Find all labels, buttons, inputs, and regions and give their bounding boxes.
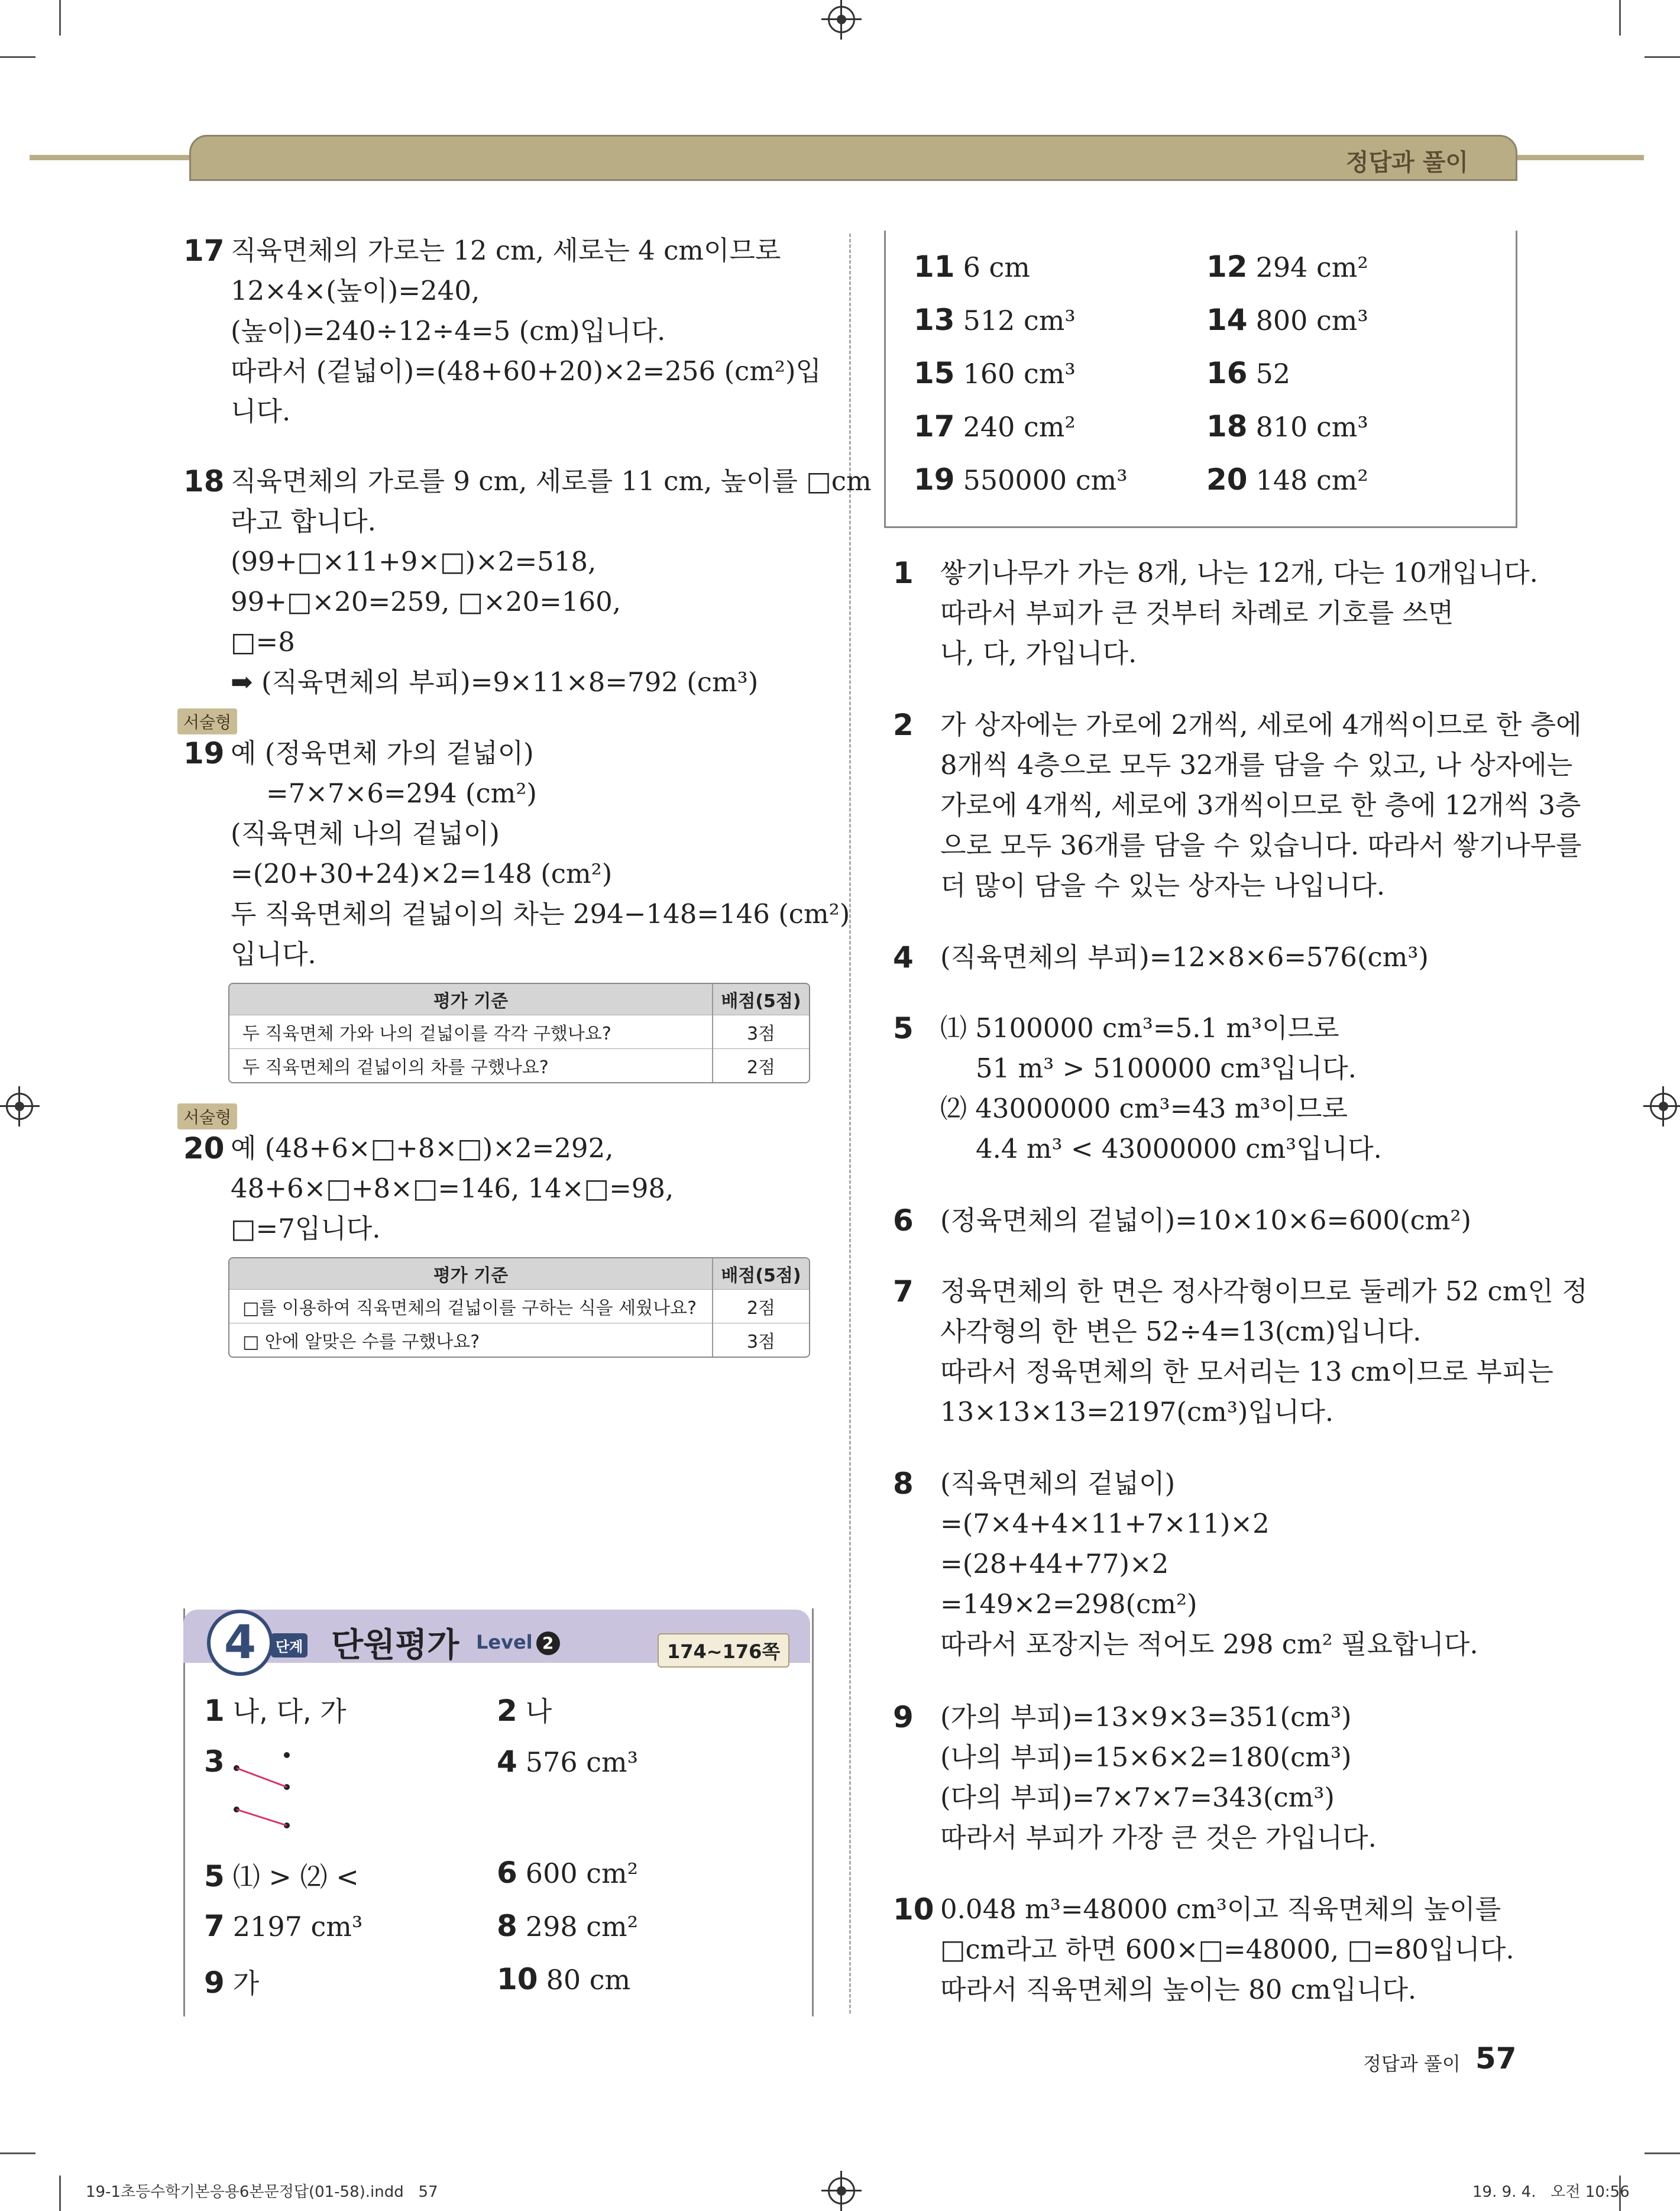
answer-number: 18 [1206, 409, 1248, 444]
problem-18 [183, 461, 872, 703]
problem-number: 5 [893, 1011, 914, 1045]
answer-number: 4 [497, 1744, 517, 1779]
match-line [237, 1768, 287, 1787]
answer-number: 13 [914, 303, 955, 337]
text-line: 48+6×□+8×□=146, 14×□=98, [231, 1173, 674, 1204]
explanation-8 [893, 1464, 1478, 1665]
match-line [237, 1809, 287, 1825]
answer-number: 17 [914, 409, 955, 444]
rubric-criterion: 두 직육면체의 겉넓이의 차를 구했나요? [229, 1049, 713, 1083]
match-dot [284, 1752, 290, 1758]
file-info: 19-1초등수학기본응용6본문정답(01-58).indd 57 [86, 2183, 438, 2201]
answer-number: 15 [914, 356, 955, 390]
explanation-7 [893, 1271, 1588, 1432]
step-label: 단계 [271, 1633, 307, 1658]
text-line: =(7×4+4×11+7×11)×2 [940, 1508, 1270, 1539]
ut-answer [497, 1690, 552, 1729]
registration-mark-left [6, 1093, 33, 1120]
registration-mark-bottom [828, 2177, 855, 2204]
level-number: 2 [536, 1631, 560, 1655]
answer-number: 20 [1206, 462, 1248, 497]
text-line: 더 많이 담을 수 있는 상자는 나입니다. [940, 870, 1386, 901]
right-answer [914, 303, 1076, 337]
problem-19 [183, 733, 850, 975]
answer-value: 160 cm³ [963, 358, 1076, 390]
text-line: (나의 부피)=15×6×2=180(cm³) [940, 1741, 1352, 1773]
ut-answer [204, 1856, 359, 1895]
text-line: 따라서 정육면체의 한 모서리는 13 cm이므로 부피는 [940, 1356, 1553, 1387]
problem-17 [183, 231, 821, 432]
text-line: 라고 합니다. [231, 506, 376, 537]
page-footer-label: 정답과 풀이 [1363, 2053, 1461, 2075]
ut-answer [204, 1909, 362, 1943]
text-line: 8개씩 4층으로 모두 32개를 담을 수 있고, 나 상자에는 [940, 749, 1573, 781]
answer-value: 800 cm³ [1255, 305, 1368, 336]
right-answer [1206, 303, 1368, 337]
rubric-table-20 [228, 1257, 810, 1358]
answer-value: 298 cm² [525, 1911, 639, 1943]
rubric-score: 3점 [713, 1323, 809, 1357]
answer-value: 294 cm² [1255, 251, 1368, 283]
text-line: ⑵ 43000000 cm³=43 m³이므로 [940, 1093, 1348, 1124]
explanation-10 [893, 1889, 1514, 2010]
header-band [189, 135, 1517, 181]
answer-number: 5 [204, 1859, 225, 1893]
text-line: 입니다. [231, 938, 316, 970]
problem-20 [183, 1128, 674, 1249]
text-line: (다의 부피)=7×7×7=343(cm³) [940, 1782, 1335, 1813]
problem-number: 2 [893, 708, 914, 742]
answer-value: 810 cm³ [1255, 411, 1368, 443]
essay-tag: 서술형 [177, 1103, 237, 1129]
answer-value: ⑴ > ⑵ < [232, 1861, 359, 1893]
answer-number: 1 [204, 1694, 225, 1728]
right-answer [914, 250, 1030, 284]
text-line: 13×13×13=2197(cm³)입니다. [940, 1396, 1334, 1427]
explanation-5 [893, 1008, 1382, 1169]
text-line: 니다. [231, 396, 291, 427]
text-line: 직육면체의 가로를 9 cm, 세로를 11 cm, 높이를 □cm [231, 465, 872, 497]
answer-value: 512 cm³ [963, 305, 1076, 336]
problem-number: 20 [183, 1131, 225, 1166]
level-label [476, 1631, 560, 1655]
ut-answer [497, 1856, 638, 1890]
print-date: 19. 9. 4. 오전 10:56 [1472, 2183, 1630, 2201]
answer-number: 12 [1206, 250, 1248, 284]
ut-answer [497, 1909, 638, 1943]
answer-number: 7 [204, 1909, 225, 1943]
answer-number: 6 [497, 1856, 517, 1890]
rubric-header: 평가 기준 [229, 1258, 713, 1290]
answer-value: 148 cm² [1255, 464, 1368, 496]
text-line: =(20+30+24)×2=148 (cm²) [231, 858, 613, 889]
answer-number: 14 [1206, 303, 1248, 337]
text-line: 따라서 포장지는 적어도 298 cm² 필요합니다. [940, 1629, 1478, 1660]
level-text: Level [476, 1631, 533, 1653]
text-line: ➡ (직육면체의 부피)=9×11×8=792 (cm³) [231, 666, 759, 698]
text-line: 따라서 직육면체의 높이는 80 cm입니다. [940, 1974, 1417, 2005]
text-line: =(28+44+77)×2 [940, 1548, 1169, 1579]
ut-answer [497, 1962, 630, 1996]
page-range: 174~176쪽 [658, 1633, 789, 1668]
answer-value: 600 cm² [525, 1857, 639, 1889]
text-line: (가의 부피)=13×9×3=351(cm³) [940, 1701, 1352, 1733]
ut-answer [204, 1690, 347, 1729]
essay-tag: 서술형 [177, 708, 237, 734]
answer-number: 11 [914, 250, 955, 284]
rubric-header: 배점(5점) [713, 984, 809, 1015]
rubric-criterion: □를 이용하여 직육면체의 겉넓이를 구하는 식을 세웠나요? [229, 1290, 713, 1323]
registration-mark-top [828, 6, 855, 33]
answer-number: 10 [497, 1962, 538, 1996]
text-line: 따라서 부피가 가장 큰 것은 가입니다. [940, 1822, 1377, 1853]
problem-number: 1 [893, 556, 914, 590]
rubric-criterion: 두 직육면체 가와 나의 겉넓이를 각각 구했나요? [229, 1015, 713, 1049]
problem-number: 10 [893, 1892, 934, 1927]
rubric-score: 3점 [713, 1015, 809, 1049]
explanation-6 [893, 1200, 1471, 1241]
answer-value: 80 cm [546, 1964, 631, 1996]
ut-answer [204, 1744, 233, 1779]
registration-mark-right [1650, 1093, 1677, 1120]
rubric-score: 2점 [713, 1290, 809, 1323]
right-answer [914, 409, 1076, 444]
answer-value: 나, 다, 가 [232, 1695, 347, 1727]
ut-answer [497, 1744, 638, 1779]
text-line: 으로 모두 36개를 담을 수 있습니다. 따라서 쌓기나무를 [940, 830, 1582, 861]
problem-number: 6 [893, 1203, 914, 1238]
text-line: =149×2=298(cm²) [940, 1588, 1197, 1620]
rubric-table-19 [228, 983, 810, 1083]
answer-number: 19 [914, 462, 955, 497]
text-line: =7×7×6=294 (cm²) [266, 778, 537, 809]
answer-value: 550000 cm³ [963, 464, 1128, 496]
text-line: 쌓기나무가 가는 8개, 나는 12개, 다는 10개입니다. [940, 557, 1538, 588]
right-answer [914, 356, 1076, 390]
answer-value: 나 [525, 1695, 552, 1727]
rubric-criterion: □ 안에 알맞은 수를 구했나요? [229, 1323, 713, 1357]
page-number: 57 [1475, 2041, 1517, 2076]
answer-number: 16 [1206, 356, 1248, 390]
right-answer [1206, 356, 1290, 390]
answer-number: 9 [204, 1966, 225, 2000]
right-answer [1206, 250, 1368, 284]
answer-value: 52 [1255, 358, 1291, 390]
text-line: 두 직육면체의 겉넓이의 차는 294−148=146 (cm²) [231, 898, 850, 930]
rubric-header: 배점(5점) [713, 1258, 809, 1290]
text-line: 직육면체의 가로는 12 cm, 세로는 4 cm이므로 [231, 235, 781, 266]
right-answer [1206, 409, 1368, 444]
text-line: 따라서 부피가 큰 것부터 차례로 기호를 쓰면 [940, 597, 1454, 629]
text-line: □=8 [231, 626, 295, 658]
answer-value: 240 cm² [963, 411, 1076, 443]
right-answer [914, 462, 1128, 497]
matching-diagram [231, 1744, 302, 1833]
explanation-9 [893, 1697, 1377, 1858]
text-line: 99+□×20=259, □×20=160, [231, 586, 621, 617]
text-line: 4.4 m³ < 43000000 cm³입니다. [976, 1133, 1382, 1164]
header-title: 정답과 풀이 [1345, 149, 1468, 176]
right-answer [1206, 462, 1368, 497]
answer-value: 576 cm³ [525, 1746, 639, 1778]
explanation-4 [893, 937, 1429, 977]
explanation-2 [893, 705, 1582, 906]
answer-value: 6 cm [963, 251, 1030, 283]
text-line: (직육면체 나의 겉넓이) [231, 818, 500, 849]
unit-test-title: 단원평가 [331, 1626, 459, 1665]
text-line: □cm라고 하면 600×□=48000, □=80입니다. [940, 1934, 1514, 1965]
text-line: 사각형의 한 변은 52÷4=13(cm)입니다. [940, 1316, 1422, 1347]
text-line: □=7입니다. [231, 1213, 381, 1244]
text-line: (높이)=240÷12÷4=5 (cm)입니다. [231, 315, 666, 347]
problem-number: 4 [893, 940, 914, 975]
text-line: (직육면체의 겉넓이) [940, 1468, 1176, 1499]
text-line: 가 상자에는 가로에 2개씩, 세로에 4개씩이므로 한 층에 [940, 709, 1582, 740]
step-badge: 4 [207, 1610, 273, 1676]
text-line: 따라서 (겉넓이)=(48+60+20)×2=256 (cm²)입 [231, 355, 821, 387]
problem-number: 7 [893, 1274, 914, 1309]
text-line: (직육면체의 부피)=12×8×6=576(cm³) [940, 941, 1429, 973]
problem-number: 17 [183, 234, 225, 268]
answer-number: 8 [497, 1909, 517, 1943]
text-line: 12×4×(높이)=240, [231, 275, 480, 306]
answer-value: 가 [232, 1967, 260, 1999]
answer-number: 2 [497, 1694, 517, 1728]
text-line: (정육면체의 겉넓이)=10×10×6=600(cm²) [940, 1205, 1472, 1236]
text-line: 가로에 4개씩, 세로에 3개씩이므로 한 층에 12개씩 3층 [940, 789, 1581, 821]
ut-answer [204, 1962, 259, 2001]
answer-value: 2197 cm³ [232, 1911, 363, 1943]
problem-number: 19 [183, 736, 225, 771]
text-line: (99+□×11+9×□)×2=518, [231, 546, 597, 577]
text-line: ⑴ 5100000 cm³=5.1 m³이므로 [940, 1012, 1339, 1044]
problem-number: 18 [183, 464, 225, 498]
text-line: 0.048 m³=48000 cm³이고 직육면체의 높이를 [940, 1893, 1501, 1925]
text-line: 51 m³ > 5100000 cm³입니다. [976, 1053, 1357, 1084]
problem-number: 8 [893, 1467, 914, 1501]
answer-number: 3 [204, 1744, 225, 1779]
text-line: 나, 다, 가입니다. [940, 637, 1137, 669]
text-line: 정육면체의 한 면은 정사각형이므로 둘레가 52 cm인 정 [940, 1276, 1588, 1307]
problem-number: 9 [893, 1700, 914, 1734]
text-line: 예 (정육면체 가의 겉넓이) [231, 737, 534, 769]
explanation-1 [893, 553, 1538, 674]
text-line: 예 (48+6×□+8×□)×2=292, [231, 1132, 614, 1164]
rubric-header: 평가 기준 [229, 984, 713, 1015]
rubric-score: 2점 [713, 1049, 809, 1083]
